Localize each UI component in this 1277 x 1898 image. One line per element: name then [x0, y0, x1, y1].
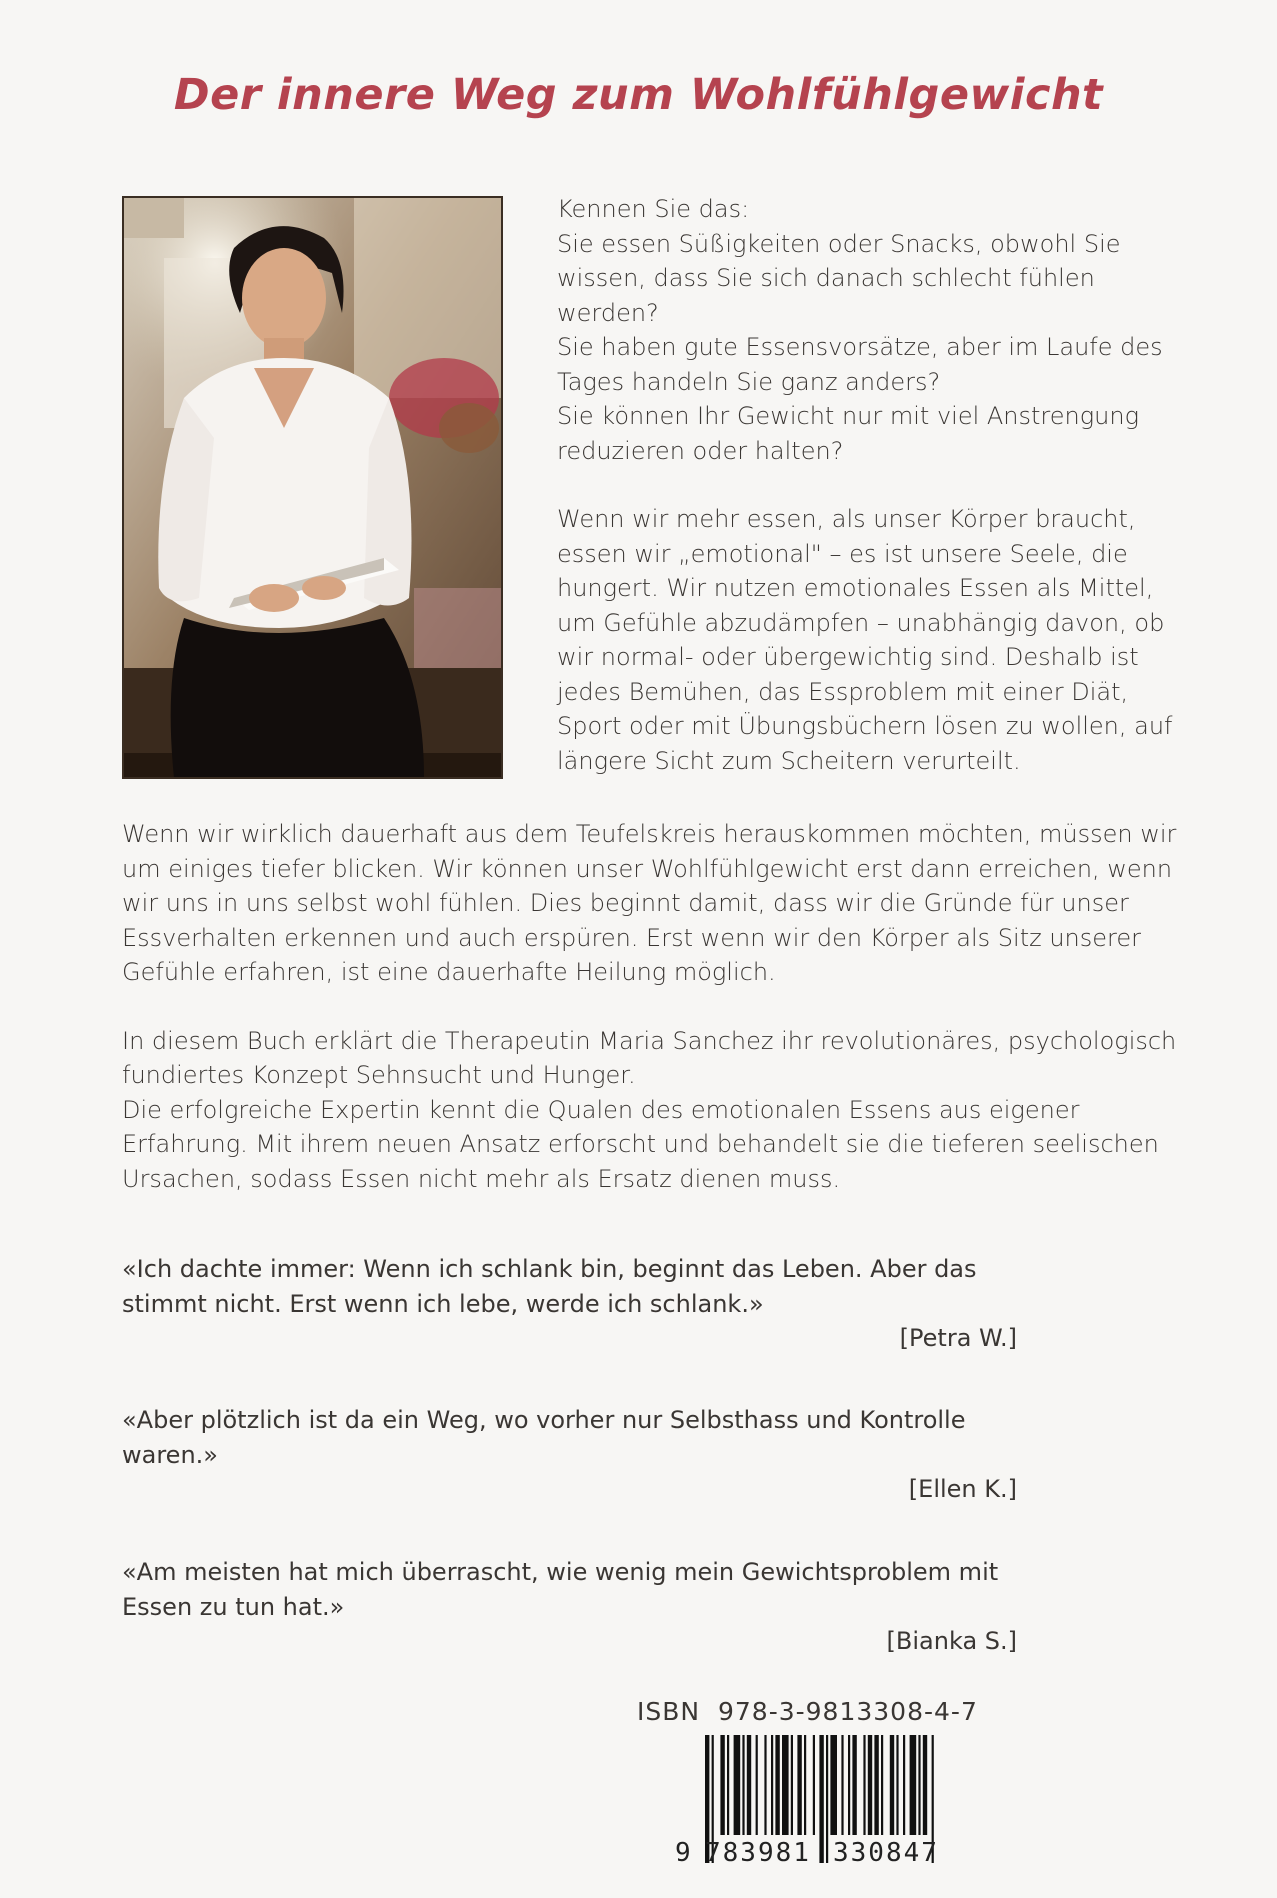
testimonial-quote	[122, 1555, 1017, 1659]
main-paragraph-2: In diesem Buch erklärt die Therapeutin Maria Sanchez ihr revolutionäres, psychologisch fundiertes Konzept Sehnsucht und Hunger.	[122, 1026, 1177, 1089]
barcode-bar	[727, 1735, 729, 1835]
barcode-bar	[903, 1735, 905, 1835]
barcode-bar	[863, 1735, 865, 1835]
barcode-bar	[881, 1735, 883, 1835]
author-photo	[122, 196, 503, 779]
barcode-bar	[848, 1735, 850, 1835]
barcode-bar	[797, 1735, 801, 1835]
barcode-bar	[918, 1735, 920, 1835]
quote-author: [Bianka S.]	[886, 1627, 1017, 1655]
barcode-digit-first: 9	[675, 1838, 691, 1868]
barcode-bar	[764, 1735, 766, 1835]
testimonial-quote	[122, 1403, 1017, 1507]
barcode-bar	[775, 1735, 779, 1835]
barcode-bar	[874, 1735, 878, 1835]
barcode-bar	[830, 1735, 837, 1835]
barcode-bar	[896, 1735, 898, 1835]
barcode-bar	[826, 1735, 828, 1863]
barcode-bar	[852, 1735, 856, 1835]
quote-author: [Ellen K.]	[908, 1475, 1017, 1503]
barcode-bar	[804, 1735, 806, 1835]
barcode-bar	[771, 1735, 773, 1835]
main-text	[122, 817, 1187, 1196]
barcode-digits-right: 330847	[833, 1838, 939, 1868]
main-paragraph-3: Die erfolgreiche Expertin kennt die Qualen des emotionalen Essens aus eigener Erfahrung. Mit ihrem neuen Ansatz erforscht und behandelt sie die tieferen seelischen Ursachen, sodass Essen nicht mehr als Ersatz dienen muss.	[122, 1095, 1159, 1193]
barcode-bar	[890, 1735, 894, 1835]
book-title: Der innere Weg zum Wohlfühlgewicht	[173, 70, 1104, 120]
testimonial-quote	[122, 1252, 1017, 1356]
main-paragraph-1: Wenn wir wirklich dauerhaft aus dem Teufelskreis herauskommen möchten, müssen wir um einiges tiefer blicken. Wir können unser Wohlfühlgewicht erst dann erreichen, wenn wir uns in uns selbst wohl fühlen. Dies beginnt damit, dass wir die Gründe für unser Essverhalten erkennen und auch erspüren. Erst wenn wir den Körper als Sitz unserer Gefühle erfahren, ist eine dauerhafte Heilung möglich.	[122, 820, 1177, 986]
barcode-bar	[756, 1735, 758, 1835]
quote-author: [Petra W.]	[899, 1324, 1017, 1352]
quote-text: «Am meisten hat mich überrascht, wie wenig mein Gewichtsproblem mit Essen zu tun hat.»	[122, 1558, 999, 1621]
barcode-bar	[841, 1735, 843, 1835]
barcode-bar	[734, 1735, 741, 1835]
barcode-bar	[742, 1735, 744, 1835]
barcode-digits-left: 783981	[705, 1838, 811, 1868]
barcode-bar	[819, 1735, 823, 1863]
intro-text	[557, 192, 1187, 778]
intro-paragraph-1: Kennen Sie das: Sie essen Süßigkeiten oder Snacks, obwohl Sie wissen, dass Sie sich danach schlecht fühlen werden? Sie haben gute Essensvorsätze, aber im Laufe des Tages handeln Sie ganz anders? Sie können Ihr Gewicht nur mit viel Anstrengung reduzieren oder halten?	[557, 195, 1163, 465]
barcode-bar	[923, 1735, 927, 1835]
barcode-bar	[791, 1735, 793, 1835]
isbn-label: ISBN 978-3-9813308-4-7	[637, 1697, 978, 1726]
barcode-bar	[747, 1735, 751, 1835]
barcode-bar	[868, 1735, 872, 1835]
quote-text: «Aber plötzlich ist da ein Weg, wo vorher nur Selbsthass und Kontrolle waren.»	[122, 1406, 966, 1469]
intro-paragraph-2: Wenn wir mehr essen, als unser Körper braucht, essen wir „emotional" – es ist unsere Seele, die hungert. Wir nutzen emotionales Essen als Mittel, um Gefühle abzudämpfen – unabhängig davon, ob wir normal- oder übergewichtig sind. Deshalb ist jedes Bemühen, das Essproblem mit einer Diät, Sport oder mit Übungsbüchern lösen zu wollen, auf längere Sicht zum Scheitern verurteilt.	[557, 505, 1173, 775]
barcode-bar	[813, 1735, 815, 1835]
barcode-bar	[782, 1735, 789, 1835]
quote-text: «Ich dachte immer: Wenn ich schlank bin, beginnt das Leben. Aber das stimmt nicht. Erst wenn ich lebe, werde ich schlank.»	[122, 1255, 977, 1318]
barcode-bar	[720, 1735, 724, 1835]
barcode-bar	[910, 1735, 917, 1835]
